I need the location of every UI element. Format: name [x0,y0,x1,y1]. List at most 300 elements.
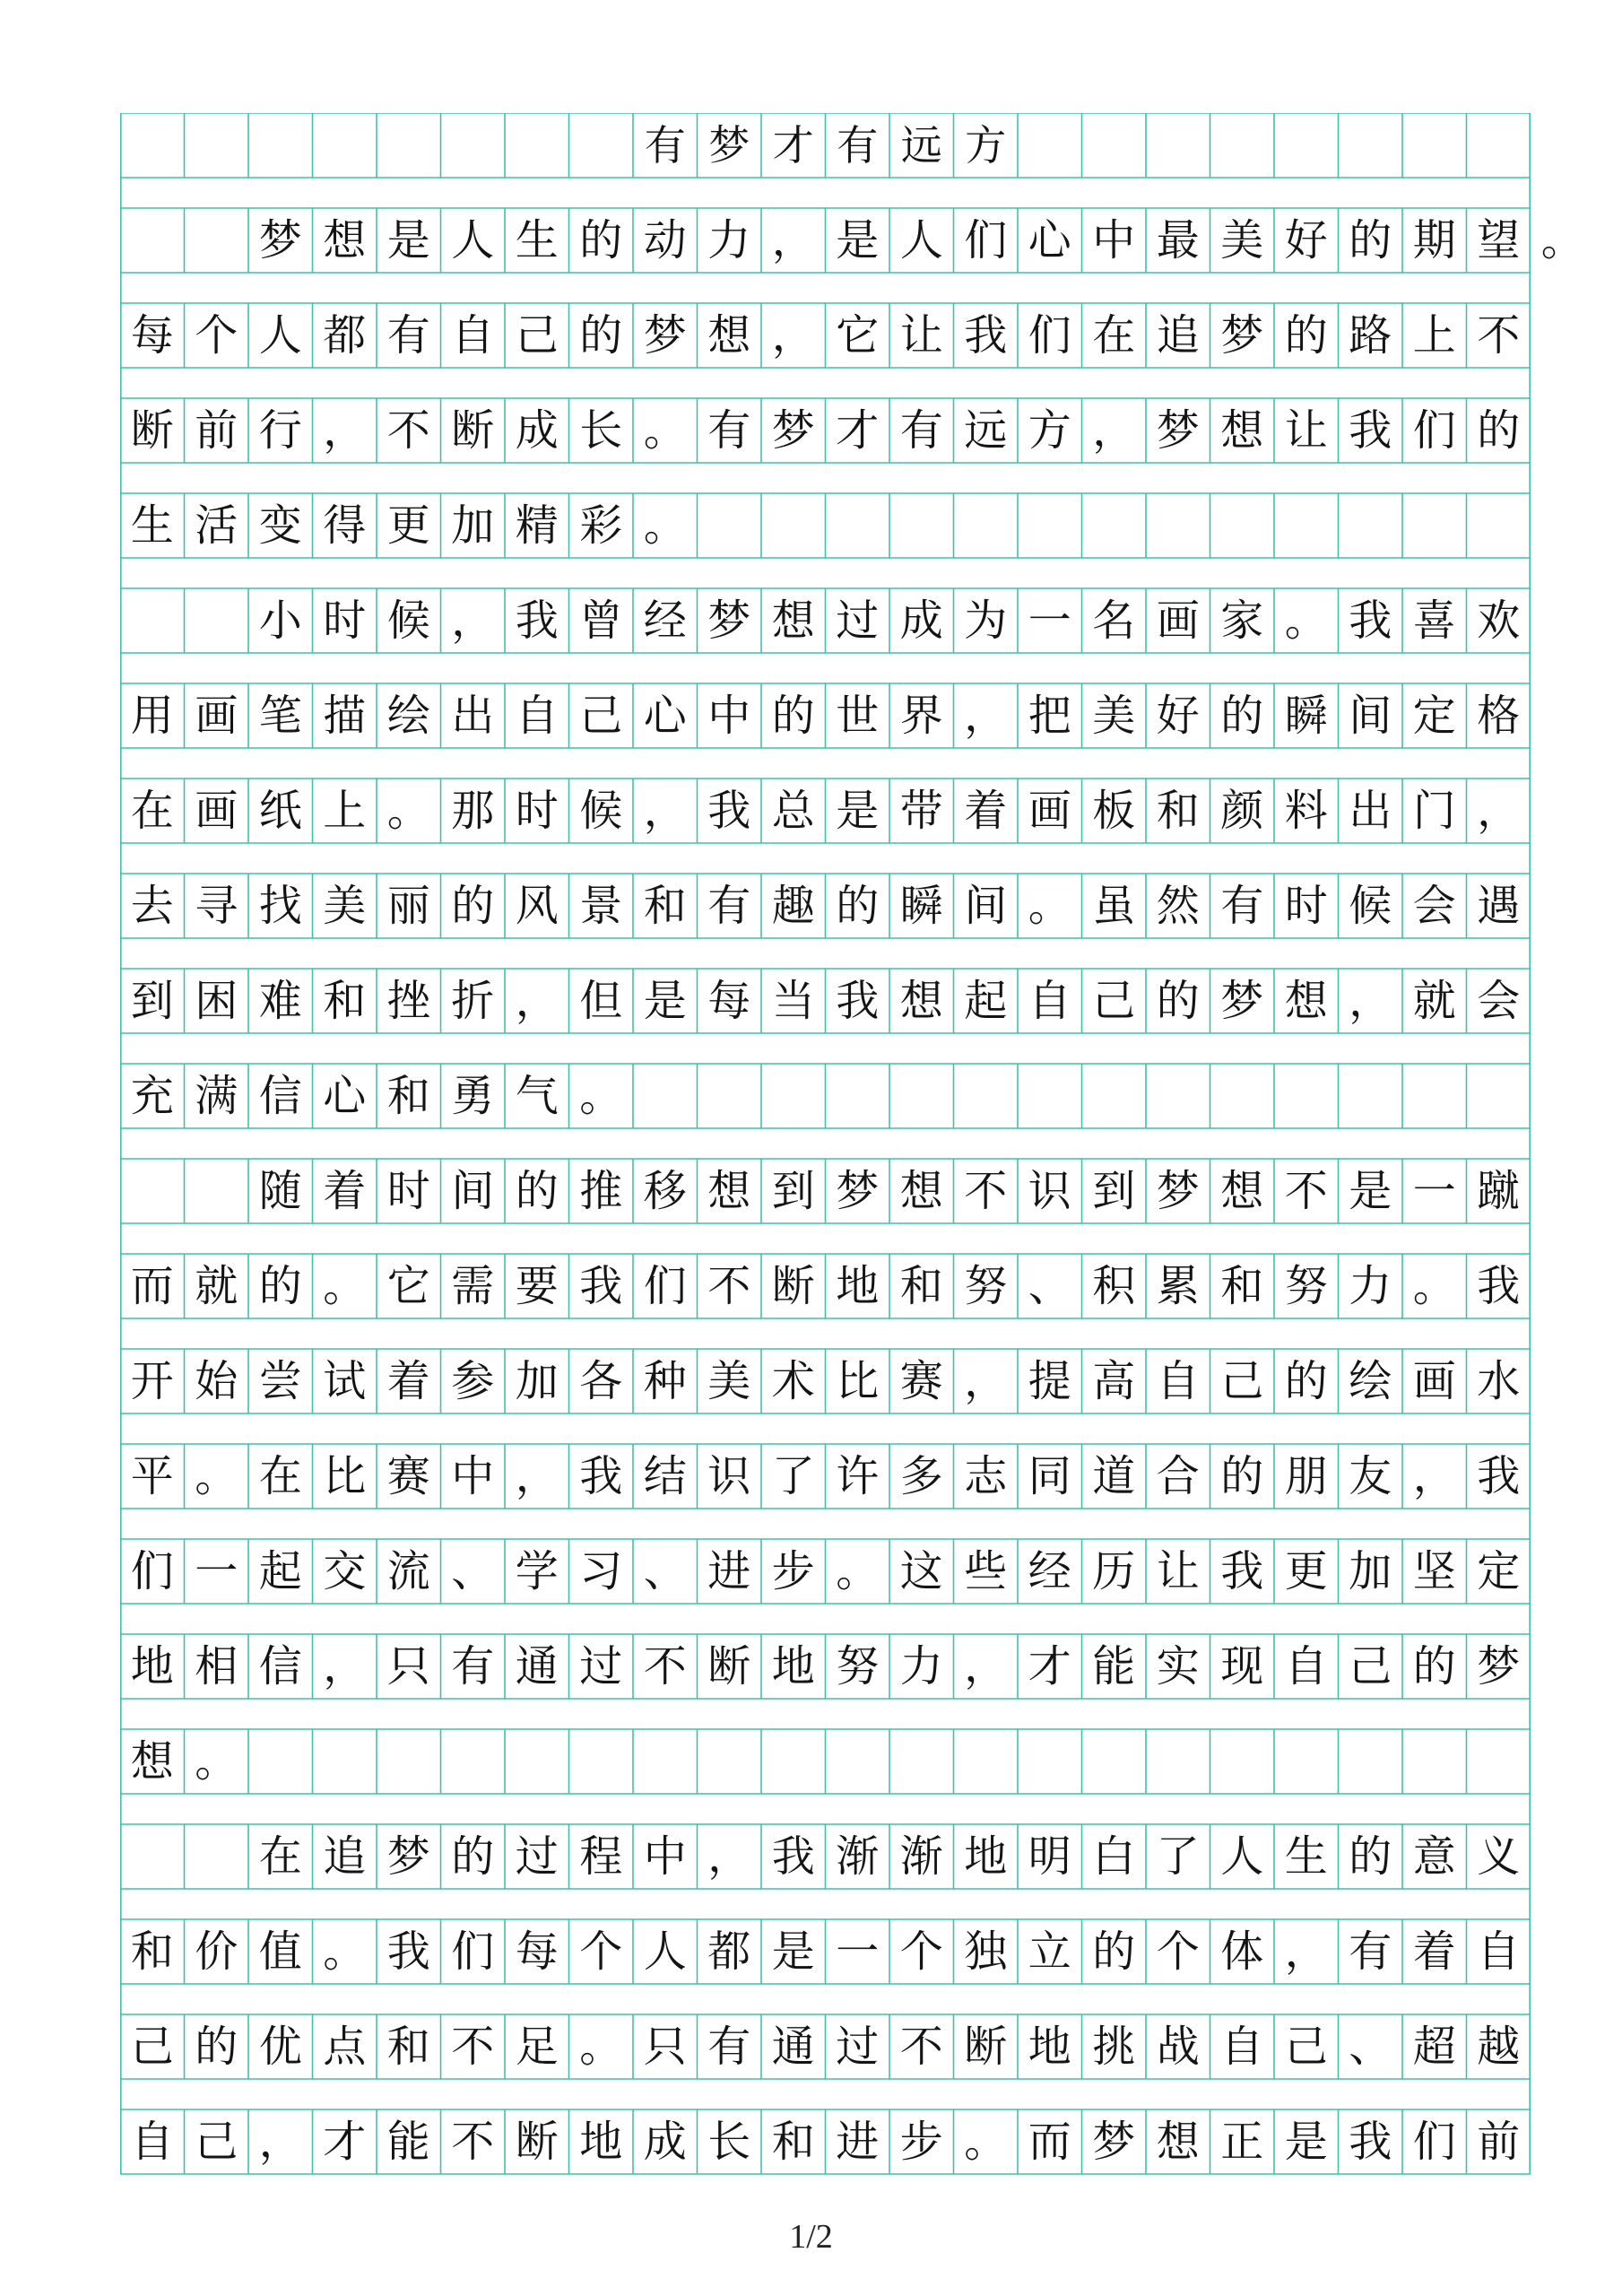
grid-char: 。 [323,1261,367,1311]
grid-char: 们 [130,1546,174,1596]
grid-char: 难 [258,976,302,1026]
grid-char: 到 [771,1166,815,1216]
grid-char: 。 [1284,596,1328,646]
grid-char: 时 [323,596,367,646]
grid-char: ， [515,976,559,1026]
grid-char: 想 [1156,2117,1200,2167]
grid-char: 生 [515,215,559,265]
grid-char: 每 [515,1926,559,1977]
grid-char: 成 [899,596,943,646]
grid-char: 都 [707,1926,751,1977]
grid-char: 志 [964,1451,1008,1501]
grid-char: 己 [515,310,559,361]
grid-char: 种 [643,1356,687,1406]
grid-char: 值 [258,1926,302,1977]
grid-char: 水 [1477,1356,1521,1406]
grid-char: 好 [1156,691,1200,741]
grid-char: 每 [707,976,751,1026]
grid-char: 我 [1220,1546,1264,1596]
grid-char: 越 [1477,2022,1521,2072]
grid-char: 定 [1477,1546,1521,1596]
grid-char: ， [1412,1451,1456,1501]
grid-char: 一 [1412,1166,1456,1216]
grid-char: ， [323,1641,367,1692]
grid-char: 立 [1028,1926,1071,1977]
grid-char: 义 [1477,1831,1521,1882]
grid-char: ， [1092,405,1136,456]
grid-char: 期 [1412,215,1456,265]
grid-char: 就 [1412,976,1456,1026]
grid-char: 断 [515,2117,559,2167]
grid-char: ， [1477,786,1521,836]
grid-char: 世 [836,691,880,741]
grid-char: 和 [899,1261,943,1311]
grid-char: 才 [1028,1641,1071,1692]
grid-char: 我 [579,1261,623,1311]
grid-char: 中 [451,1451,495,1501]
essay-line [120,969,1531,1033]
essay-line [120,1824,1531,1889]
grid-char: 梦 [1220,976,1264,1026]
grid-char: 不 [964,1166,1008,1216]
grid-char: 。 [195,1451,239,1501]
grid-char: 带 [899,786,943,836]
grid-char: 用 [130,691,174,741]
grid-char: 的 [1284,1356,1328,1406]
grid-char: 绘 [386,691,430,741]
grid-char: 流 [386,1546,430,1596]
grid-char: 比 [836,1356,880,1406]
grid-char: 板 [1092,786,1136,836]
grid-char: 方 [1028,405,1071,456]
grid-char: 起 [964,976,1008,1026]
grid-char: 欢 [1477,596,1521,646]
grid-char: 和 [386,1071,430,1121]
essay-line [120,778,1531,843]
grid-char: 景 [579,881,623,931]
grid-char: 不 [451,2022,495,2072]
grid-char: 己 [1284,2022,1328,2072]
grid-char: 超 [1412,2022,1456,2072]
grid-char: 在 [130,786,174,836]
grid-char: 小 [258,596,302,646]
grid-char: 加 [1349,1546,1392,1596]
grid-char: 。 [1412,1261,1456,1311]
grid-char: ， [964,691,1008,741]
grid-char: 的 [1220,1451,1264,1501]
grid-char: 个 [1156,1926,1200,1977]
grid-char: 去 [130,881,174,931]
grid-char: 纸 [258,786,302,836]
essay-line [120,398,1531,463]
grid-char: 相 [195,1641,239,1692]
grid-char: 实 [1156,1641,1200,1692]
grid-char: 挑 [1092,2022,1136,2072]
grid-char: 自 [1220,2022,1264,2072]
grid-char: 断 [707,1641,751,1692]
grid-char: 会 [1477,976,1521,1026]
grid-char: 朋 [1284,1451,1328,1501]
grid-char: 了 [771,1451,815,1501]
grid-char: 生 [1284,1831,1328,1882]
grid-char: 梦 [258,215,302,265]
grid-char: 最 [1156,215,1200,265]
grid-char: 进 [707,1546,751,1596]
grid-char: 间 [1349,691,1392,741]
grid-char: 候 [579,786,623,836]
grid-char: 好 [1284,215,1328,265]
grid-char: 梦 [1220,310,1264,361]
grid-char: 美 [323,881,367,931]
grid-char: 我 [1349,405,1392,456]
essay-line [120,1729,1531,1794]
grid-char: 梦 [771,405,815,456]
essay-line [120,493,1531,558]
grid-char: 梦 [836,1166,880,1216]
grid-char: 己 [1092,976,1136,1026]
grid-char: 断 [771,1261,815,1311]
grid-char: 方 [965,121,1007,170]
grid-char: 过 [515,1831,559,1882]
grid-char: ， [451,596,495,646]
grid-char: 术 [771,1356,815,1406]
grid-char: 困 [195,976,239,1026]
grid-char: 优 [258,2022,302,2072]
grid-char: 有 [837,121,879,170]
grid-char: 瞬 [899,881,943,931]
grid-char: 经 [643,596,687,646]
essay-line [120,1159,1531,1223]
grid-char: 的 [1284,310,1328,361]
grid-char: 为 [964,596,1008,646]
grid-char: 努 [964,1261,1008,1311]
grid-char: 心 [323,1071,367,1121]
grid-char: 渐 [836,1831,880,1882]
grid-char: 想 [899,1166,943,1216]
grid-char: 把 [1028,691,1071,741]
grid-char: 们 [964,215,1008,265]
grid-char: 坚 [1412,1546,1456,1596]
grid-char: 格 [1477,691,1521,741]
grid-char: 体 [1220,1926,1264,1977]
grid-char: 。 [836,1546,880,1596]
grid-char: 。 [643,500,687,551]
grid-char: 想 [899,976,943,1026]
grid-char: 梦 [386,1831,430,1882]
grid-char: 和 [130,1926,174,1977]
grid-char: 尝 [258,1356,302,1406]
grid-char: 我 [771,1831,815,1882]
grid-char: 曾 [579,596,623,646]
essay-line [120,2109,1531,2174]
grid-char: 个 [579,1926,623,1977]
grid-char: 人 [451,215,495,265]
grid-char: 梦 [1156,405,1200,456]
grid-char: 想 [1284,976,1328,1026]
grid-char: 、 [643,1546,687,1596]
grid-char: 每 [130,310,174,361]
grid-char: 动 [643,215,687,265]
grid-char: 们 [1412,405,1456,456]
grid-char: 识 [1028,1166,1071,1216]
grid-char: 家 [1220,596,1264,646]
grid-char: 参 [451,1356,495,1406]
grid-char: 想 [707,1166,751,1216]
grid-char: 人 [258,310,302,361]
grid-char: 得 [323,500,367,551]
grid-char: 己 [130,2022,174,2072]
grid-char: 画 [1412,1356,1456,1406]
grid-char: 然 [1156,881,1200,931]
grid-char: 就 [195,1261,239,1311]
grid-char: 独 [964,1926,1008,1977]
grid-char: 的 [195,2022,239,2072]
grid-char: ， [258,2117,302,2167]
grid-char: 习 [579,1546,623,1596]
grid-char: 定 [1412,691,1456,741]
grid-char: 断 [451,405,495,456]
grid-char: 美 [1220,215,1264,265]
grid-char: ， [707,1831,751,1882]
grid-char: 是 [836,786,880,836]
grid-char: 成 [515,405,559,456]
grid-char: 一 [1028,596,1071,646]
essay-line [120,1254,1531,1318]
grid-char: 候 [1349,881,1392,931]
grid-char: 我 [1349,596,1392,646]
grid-char: 。 [964,2117,1008,2167]
grid-char: 风 [515,881,559,931]
grid-char: 道 [1092,1451,1136,1501]
grid-char: 的 [579,215,623,265]
grid-char: 的 [1156,976,1200,1026]
grid-char: 蹴 [1477,1166,1521,1216]
grid-char: 梦 [643,310,687,361]
grid-char: 。 [1028,881,1071,931]
grid-char: 足 [515,2022,559,2072]
grid-char: 各 [579,1356,623,1406]
essay-line [120,588,1531,653]
grid-char: 己 [195,2117,239,2167]
grid-char: 个 [899,1926,943,1977]
grid-char: 想 [130,1736,174,1787]
grid-char: 过 [836,596,880,646]
grid-char: 上 [323,786,367,836]
grid-char: 时 [515,786,559,836]
grid-char: 的 [451,1831,495,1882]
grid-char: 己 [1349,1641,1392,1692]
grid-char: 描 [323,691,367,741]
grid-char: 不 [899,2022,943,2072]
grid-char: 自 [1477,1926,1521,1977]
grid-char: 梦 [708,121,750,170]
grid-char: 更 [1284,1546,1328,1596]
grid-char: 比 [323,1451,367,1501]
essay-line [120,2014,1531,2079]
grid-char: 有 [707,405,751,456]
grid-char: 让 [899,310,943,361]
grid-char: 。 [579,1071,623,1121]
grid-char: 气 [515,1071,559,1121]
grid-char: 这 [899,1546,943,1596]
grid-char: 经 [1028,1546,1071,1596]
grid-char: 。 [195,1736,239,1787]
grid-char: 有 [1220,881,1264,931]
grid-char: 。 [323,1926,367,1977]
grid-char: 精 [515,500,559,551]
grid-char: 我 [1477,1261,1521,1311]
grid-char: 都 [323,310,367,361]
grid-char: 有 [451,1641,495,1692]
grid-char: 自 [515,691,559,741]
grid-char: 的 [836,881,880,931]
grid-char: 充 [130,1071,174,1121]
grid-char: 们 [1028,310,1071,361]
grid-char: 心 [643,691,687,741]
grid-char: 的 [579,310,623,361]
grid-char: 们 [1412,2117,1456,2167]
grid-char: 历 [1092,1546,1136,1596]
grid-char: 我 [964,310,1008,361]
grid-char: 追 [1156,310,1200,361]
grid-char: 现 [1220,1641,1264,1692]
grid-char: 梦 [1477,1641,1521,1692]
grid-char: 它 [836,310,880,361]
grid-char: 那 [451,786,495,836]
grid-char: 平 [130,1451,174,1501]
essay-line [120,874,1531,938]
grid-char: 的 [771,691,815,741]
grid-char: 过 [579,1641,623,1692]
grid-char: 移 [643,1166,687,1216]
grid-char: 战 [1156,2022,1200,2072]
grid-char: 地 [836,1261,880,1311]
grid-char: ， [771,215,815,265]
grid-char: 断 [964,2022,1008,2072]
grid-char: 是 [836,215,880,265]
grid-char: 步 [771,1546,815,1596]
grid-char: 彩 [579,500,623,551]
grid-char: 始 [195,1356,239,1406]
grid-char: 中 [1092,215,1136,265]
grid-char: 梦 [707,596,751,646]
grid-char: 能 [1092,1641,1136,1692]
grid-char: 望 [1477,215,1521,265]
grid-char: 有 [386,310,430,361]
grid-char: 力 [1349,1261,1392,1311]
grid-char: 地 [1028,2022,1071,2072]
grid-char: 不 [707,1261,751,1311]
grid-char: 积 [1092,1261,1136,1311]
grid-char: 人 [1220,1831,1264,1882]
essay-line [120,1349,1531,1413]
grid-char: 出 [451,691,495,741]
grid-char: 。 [643,405,687,456]
grid-char: 地 [130,1641,174,1692]
grid-char: 中 [643,1831,687,1882]
grid-char: 了 [1156,1831,1200,1882]
grid-char: 虽 [1092,881,1136,931]
grid-char: 瞬 [1284,691,1328,741]
grid-char: 通 [515,1641,559,1692]
grid-char: ， [964,1641,1008,1692]
grid-char: 我 [386,1926,430,1977]
grid-char: 结 [643,1451,687,1501]
grid-char: 正 [1220,2117,1264,2167]
grid-char: 让 [1156,1546,1200,1596]
grid-char: 地 [771,1641,815,1692]
grid-char: 变 [258,500,302,551]
grid-char: 加 [515,1356,559,1406]
grid-char: 友 [1349,1451,1392,1501]
grid-char: 趣 [771,881,815,931]
grid-char: 己 [1220,1356,1264,1406]
grid-char: 不 [451,2117,495,2167]
grid-char: 累 [1156,1261,1200,1311]
grid-char: 是 [1349,1166,1392,1216]
grid-char: 中 [707,691,751,741]
grid-char: 只 [643,2022,687,2072]
grid-char: 程 [579,1831,623,1882]
grid-char: 但 [579,976,623,1026]
grid-char: 美 [707,1356,751,1406]
page-number: 1/2 [789,2218,833,2256]
grid-char: ， [515,1451,559,1501]
grid-char: 们 [451,1926,495,1977]
grid-char: 进 [836,2117,880,2167]
grid-char: 在 [1092,310,1136,361]
grid-char: 想 [1220,1166,1264,1216]
grid-char: 到 [130,976,174,1026]
grid-char: 想 [1220,405,1264,456]
grid-char: 和 [771,2117,815,2167]
grid-char: 长 [707,2117,751,2167]
grid-char: 成 [643,2117,687,2167]
grid-char: 着 [964,786,1008,836]
grid-char: 和 [323,976,367,1026]
grid-char: 通 [771,2022,815,2072]
grid-char: 我 [515,596,559,646]
grid-char: 出 [1349,786,1392,836]
grid-char: 才 [836,405,880,456]
grid-char: 我 [707,786,751,836]
grid-char: 折 [451,976,495,1026]
grid-char: 生 [130,500,174,551]
grid-char: 学 [515,1546,559,1596]
grid-char: 总 [771,786,815,836]
grid-char: ， [323,405,367,456]
grid-char: 远 [964,405,1008,456]
essay-title [120,113,1531,178]
grid-char: 我 [579,1451,623,1501]
grid-char: 明 [1028,1831,1071,1882]
grid-char: 的 [451,881,495,931]
grid-char: 些 [964,1546,1008,1596]
grid-char: 的 [1412,1641,1456,1692]
grid-char: 画 [195,786,239,836]
grid-char: 的 [1349,1831,1392,1882]
grid-char: 更 [386,500,430,551]
grid-char: 不 [643,1641,687,1692]
grid-char: 自 [1284,1641,1328,1692]
grid-char: 我 [1349,2117,1392,2167]
grid-char: 、 [451,1546,495,1596]
grid-char: 是 [771,1926,815,1977]
grid-char: 有 [1349,1926,1392,1977]
grid-char: 、 [1349,2022,1392,2072]
grid-char: 着 [1412,1926,1456,1977]
grid-char: 料 [1284,786,1328,836]
